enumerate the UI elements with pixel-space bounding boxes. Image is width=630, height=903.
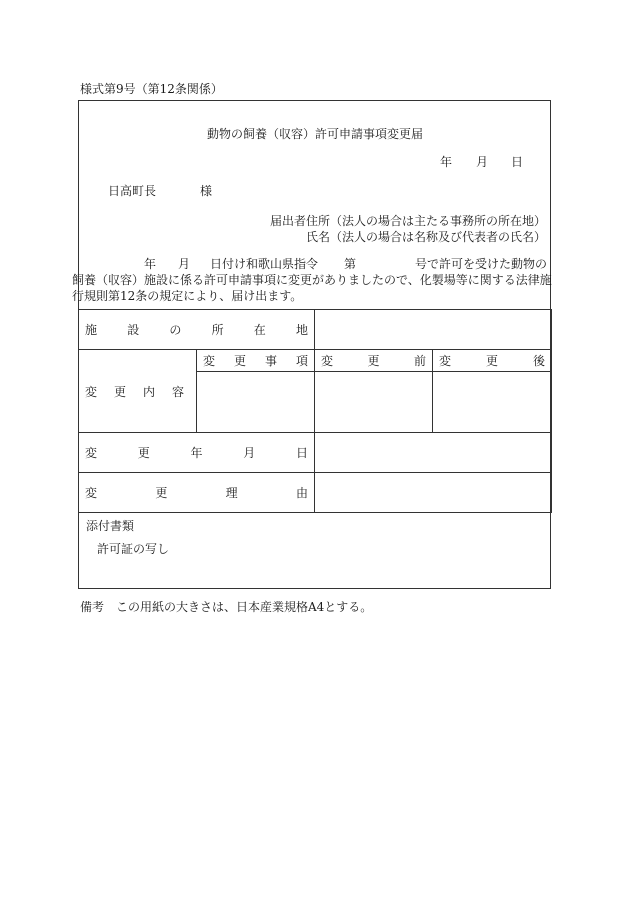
body-line-2: 飼養（収容）施設に係る許可申請事項に変更がありましたので、化製場等に関する法律施	[72, 273, 552, 287]
facility-location-label: 施 設 の 所 在 地	[79, 310, 315, 350]
form-title: 動物の飼養（収容）許可申請事項変更届	[206, 127, 423, 141]
change-details-table	[78, 309, 552, 513]
row-change-header	[79, 350, 552, 372]
date-day-label: 日	[511, 155, 524, 169]
row-change-date	[79, 433, 552, 473]
attachment-item-permit-copy: 許可証の写し	[97, 542, 170, 556]
after-change-header: 変 更 後	[433, 350, 552, 372]
change-item-value[interactable]	[197, 372, 315, 433]
body-month: 月	[178, 257, 191, 271]
body-directive: 日付け和歌山県指令	[210, 257, 319, 271]
before-change-value[interactable]	[315, 372, 433, 433]
row-facility-location	[79, 310, 552, 350]
facility-location-value[interactable]	[315, 310, 552, 350]
change-date-value[interactable]	[315, 433, 552, 473]
before-change-header: 変 更 前	[315, 350, 433, 372]
notification-body	[72, 256, 552, 304]
remarks-note: 備考 この用紙の大きさは、日本産業規格A4とする。	[80, 600, 373, 614]
change-content-label: 変 更 内 容	[79, 350, 197, 433]
change-date-label: 変 更 年 月 日	[79, 433, 315, 473]
change-reason-label: 変 更 理 由	[79, 473, 315, 513]
after-change-value[interactable]	[433, 372, 552, 433]
body-dai: 第	[344, 257, 357, 271]
applicant-address-label: 届出者住所（法人の場合は主たる事務所の所在地）	[269, 214, 546, 228]
attachments-label: 添付書類	[86, 519, 135, 533]
row-change-reason	[79, 473, 552, 513]
change-item-header: 変 更 事 項	[197, 350, 315, 372]
body-year: 年	[144, 257, 157, 271]
change-reason-value[interactable]	[315, 473, 552, 513]
body-tail: 号で許可を受けた動物の	[415, 257, 548, 271]
form-number-label: 様式第9号（第12条関係）	[80, 82, 223, 96]
body-line-3: 行規則第12条の規定により、届け出ます。	[72, 289, 303, 303]
addressee-honorific: 様	[200, 184, 213, 198]
addressee-name: 日高町長	[108, 184, 157, 198]
date-year-label: 年	[440, 155, 453, 169]
applicant-name-label: 氏名（法人の場合は名称及び代表者の氏名）	[305, 230, 546, 244]
body-line-1	[86, 256, 548, 272]
date-month-label: 月	[476, 155, 489, 169]
